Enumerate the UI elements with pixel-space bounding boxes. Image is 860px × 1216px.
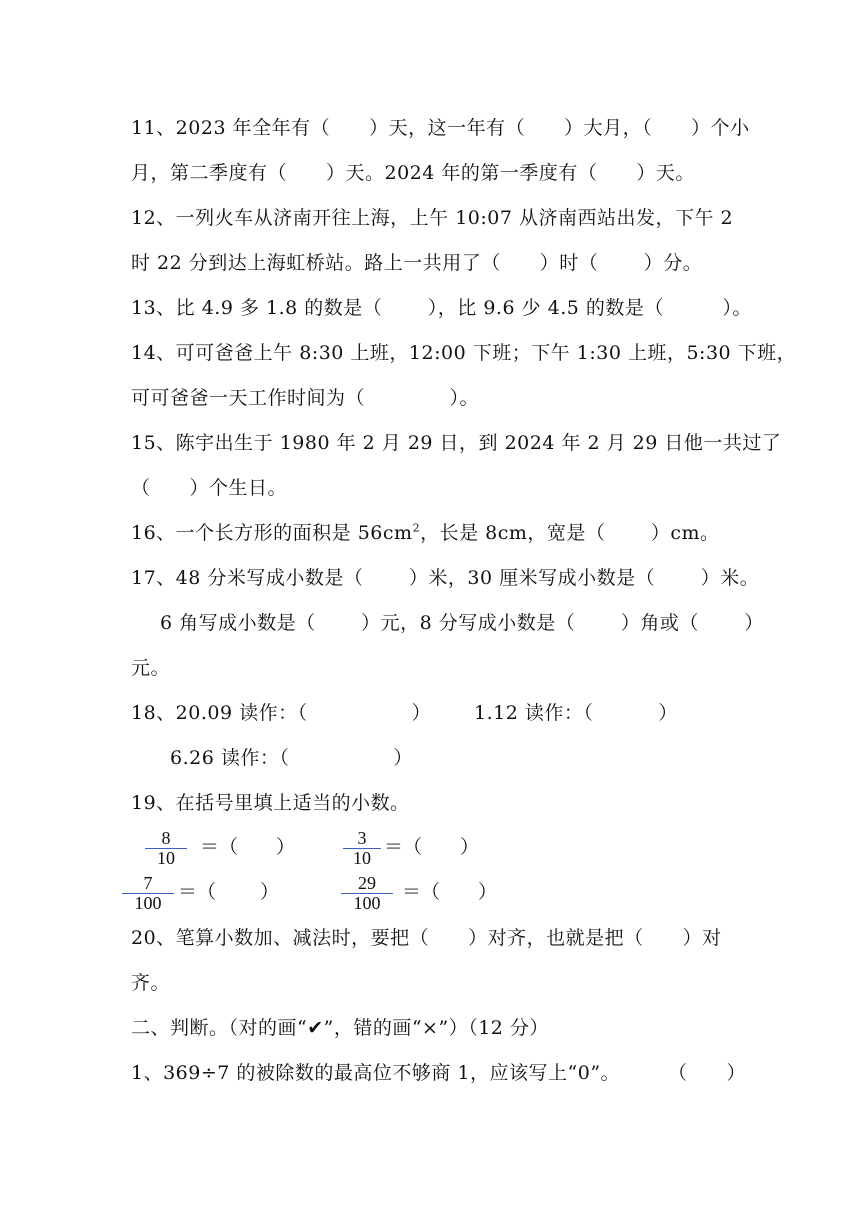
q11-line2: 月，第二季度有（ ）天。2024 年的第一季度有（ ）天。 — [131, 162, 695, 184]
q17-line2: 6 角写成小数是（ ）元，8 分写成小数是（ ）角或（ ） — [160, 612, 764, 634]
q20-line2: 齐。 — [131, 972, 171, 994]
q16-line — [131, 520, 720, 546]
q13-line1: 13、比 4.9 多 1.8 的数是（ ），比 9.6 少 4.5 的数是（ ）。 — [131, 297, 752, 319]
section2-title: 二、判断。（对的画“✔”，错的画“×”）（12 分） — [131, 1017, 549, 1039]
q16-text-post: ，长是 8cm，宽是（ ）cm。 — [420, 522, 720, 544]
q17-line3: 元。 — [131, 657, 171, 679]
fraction-8-10 — [145, 829, 187, 867]
section2-q1-answer-blank: （ ） — [668, 1062, 747, 1084]
fraction-3-10-equals: ＝（ ） — [384, 836, 480, 858]
fraction-numerator: 3 — [357, 828, 367, 848]
section2-q1: 1、369÷7 的被除数的最高位不够商 1，应该写上“0”。 — [131, 1062, 621, 1084]
fraction-numerator: 29 — [358, 873, 376, 893]
q15-line1: 15、陈宇出生于 1980 年 2 月 29 日，到 2024 年 2 月 29 日他一共过了 — [131, 432, 782, 454]
q19-line1: 19、在括号里填上适当的小数。 — [131, 792, 410, 814]
fraction-numerator: 8 — [161, 828, 171, 848]
fraction-numerator: 7 — [143, 873, 153, 893]
fraction-29-100 — [341, 874, 393, 912]
q14-line1: 14、可可爸爸上午 8:30 上班，12:00 下班；下午 1:30 上班，5:30 下班， — [131, 342, 797, 364]
fraction-denominator: 10 — [157, 848, 175, 868]
q11-line1: 11、2023 年全年有（ ）天，这一年有（ ）大月，（ ）个小 — [131, 117, 750, 139]
q16-superscript: 2 — [412, 521, 421, 535]
fraction-7-100 — [122, 874, 174, 912]
q20-line1: 20、笔算小数加、减法时，要把（ ）对齐，也就是把（ ）对 — [131, 927, 722, 949]
q14-line2: 可可爸爸一天工作时间为（ ）。 — [131, 387, 480, 409]
q12-line2: 时 22 分到达上海虹桥站。路上一共用了（ ）时（ ）分。 — [131, 252, 703, 274]
q18-part1: 18、20.09 读作：（ ） — [131, 702, 432, 724]
fraction-29-100-equals: ＝（ ） — [402, 881, 498, 903]
q15-line2: （ ）个生日。 — [131, 477, 288, 499]
fraction-7-100-equals: ＝（ ） — [178, 881, 280, 903]
fraction-denominator: 100 — [353, 893, 381, 913]
fraction-denominator: 10 — [353, 848, 371, 868]
fraction-denominator: 100 — [134, 893, 162, 913]
q18-part3: 6.26 读作：（ ） — [170, 747, 413, 769]
fraction-8-10-equals: ＝（ ） — [200, 836, 296, 858]
q17-line1: 17、48 分米写成小数是（ ）米，30 厘米写成小数是（ ）米。 — [131, 567, 760, 589]
q16-text-pre: 16、一个长方形的面积是 56cm — [131, 522, 413, 544]
fraction-3-10 — [343, 829, 381, 867]
q12-line1: 12、一列火车从济南开往上海，上午 10:07 从济南西站出发，下午 2 — [131, 207, 734, 229]
q18-part2: 1.12 读作：（ ） — [474, 702, 678, 724]
